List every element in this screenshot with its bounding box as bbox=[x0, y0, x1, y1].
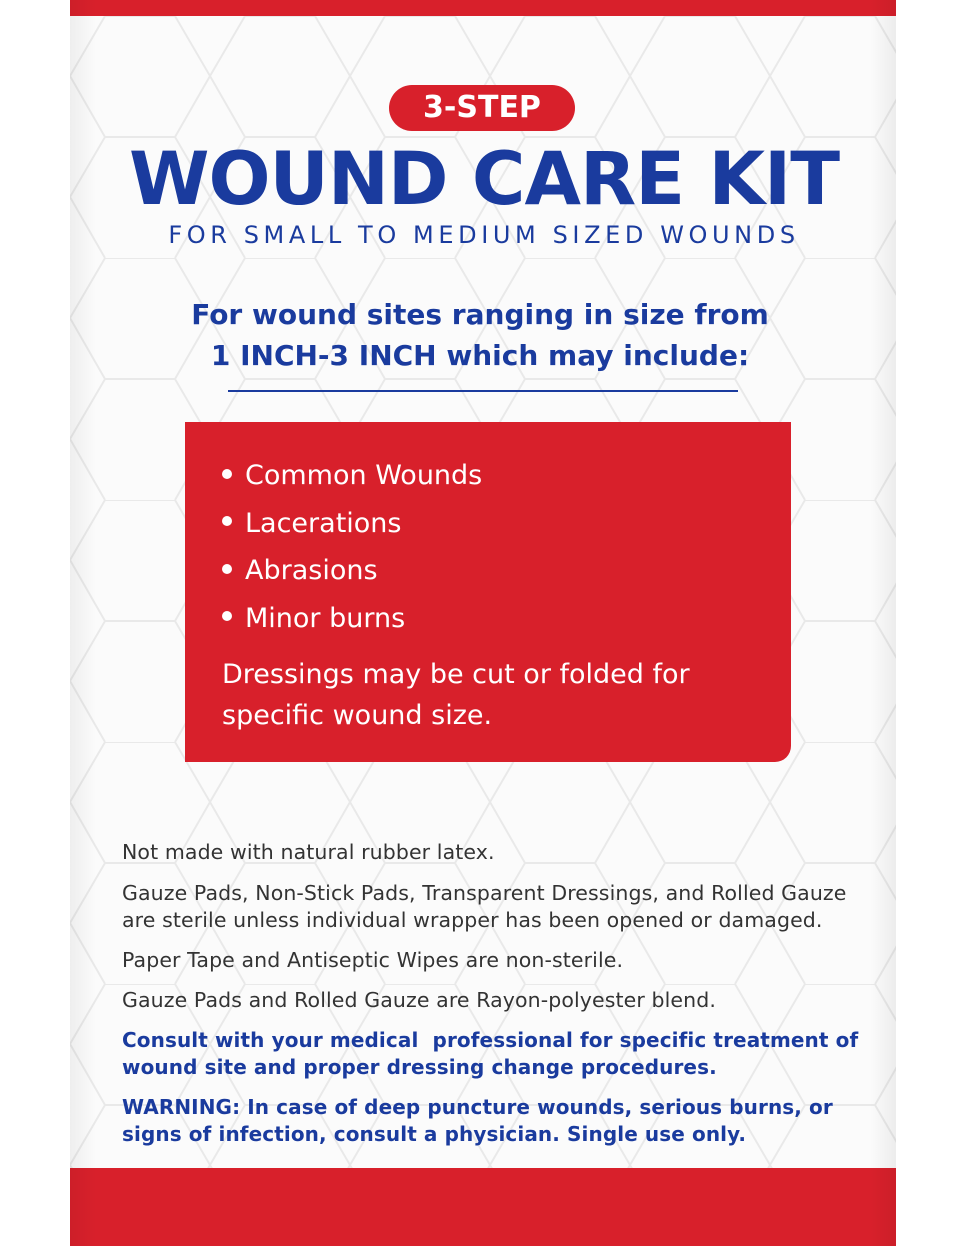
list-item-label: Abrasions bbox=[245, 555, 378, 586]
dressing-note-line-2: specific wound size. bbox=[222, 700, 493, 731]
dressing-note bbox=[222, 654, 762, 736]
intro-line-2: 1 INCH-3 INCH which may include: bbox=[210, 339, 750, 372]
list-item bbox=[222, 452, 762, 500]
sterile-statement bbox=[122, 880, 882, 934]
list-item-label: Common Wounds bbox=[245, 460, 483, 491]
intro-line-1: For wound sites ranging in size from bbox=[191, 298, 769, 331]
dressing-note-line-1: Dressings may be cut or folded for bbox=[222, 659, 690, 690]
consult-statement-line-1: Consult with your medical professional for specific treatment of bbox=[122, 1028, 859, 1052]
bullet-icon bbox=[222, 516, 232, 526]
product-subtitle: FOR SMALL TO MEDIUM SIZED WOUNDS bbox=[168, 221, 800, 249]
bullet-icon bbox=[222, 564, 232, 574]
step-badge: 3-STEP bbox=[389, 85, 575, 131]
consult-statement bbox=[122, 1027, 882, 1081]
bottom-red-band bbox=[70, 1168, 896, 1246]
product-title: WOUND CARE KIT bbox=[128, 137, 840, 222]
wound-types-list bbox=[222, 452, 762, 642]
list-item bbox=[222, 500, 762, 548]
bullet-icon bbox=[222, 469, 232, 479]
warning-statement-line-1: WARNING: In case of deep puncture wounds, serious burns, or bbox=[122, 1095, 833, 1119]
list-item bbox=[222, 595, 762, 643]
list-item bbox=[222, 547, 762, 595]
sterile-statement-line-1: Gauze Pads, Non-Stick Pads, Transparent Dressings, and Rolled Gauze bbox=[122, 881, 847, 905]
top-red-band bbox=[70, 0, 896, 16]
material-statement: Gauze Pads and Rolled Gauze are Rayon-polyester blend. bbox=[122, 988, 716, 1012]
consult-statement-line-2: wound site and proper dressing change procedures. bbox=[122, 1055, 717, 1079]
list-item-label: Lacerations bbox=[245, 507, 402, 539]
bullet-icon bbox=[222, 611, 232, 621]
warning-statement-line-2: signs of infection, consult a physician. Single use only. bbox=[122, 1122, 747, 1146]
list-item-label: Minor burns bbox=[245, 602, 406, 634]
latex-statement: Not made with natural rubber latex. bbox=[122, 840, 495, 864]
divider-rule bbox=[228, 390, 738, 392]
non-sterile-statement: Paper Tape and Antiseptic Wipes are non-sterile. bbox=[122, 948, 624, 972]
warning-statement bbox=[122, 1094, 882, 1148]
sterile-statement-line-2: are sterile unless individual wrapper has been opened or damaged. bbox=[122, 908, 823, 932]
wound-size-intro bbox=[180, 294, 780, 376]
